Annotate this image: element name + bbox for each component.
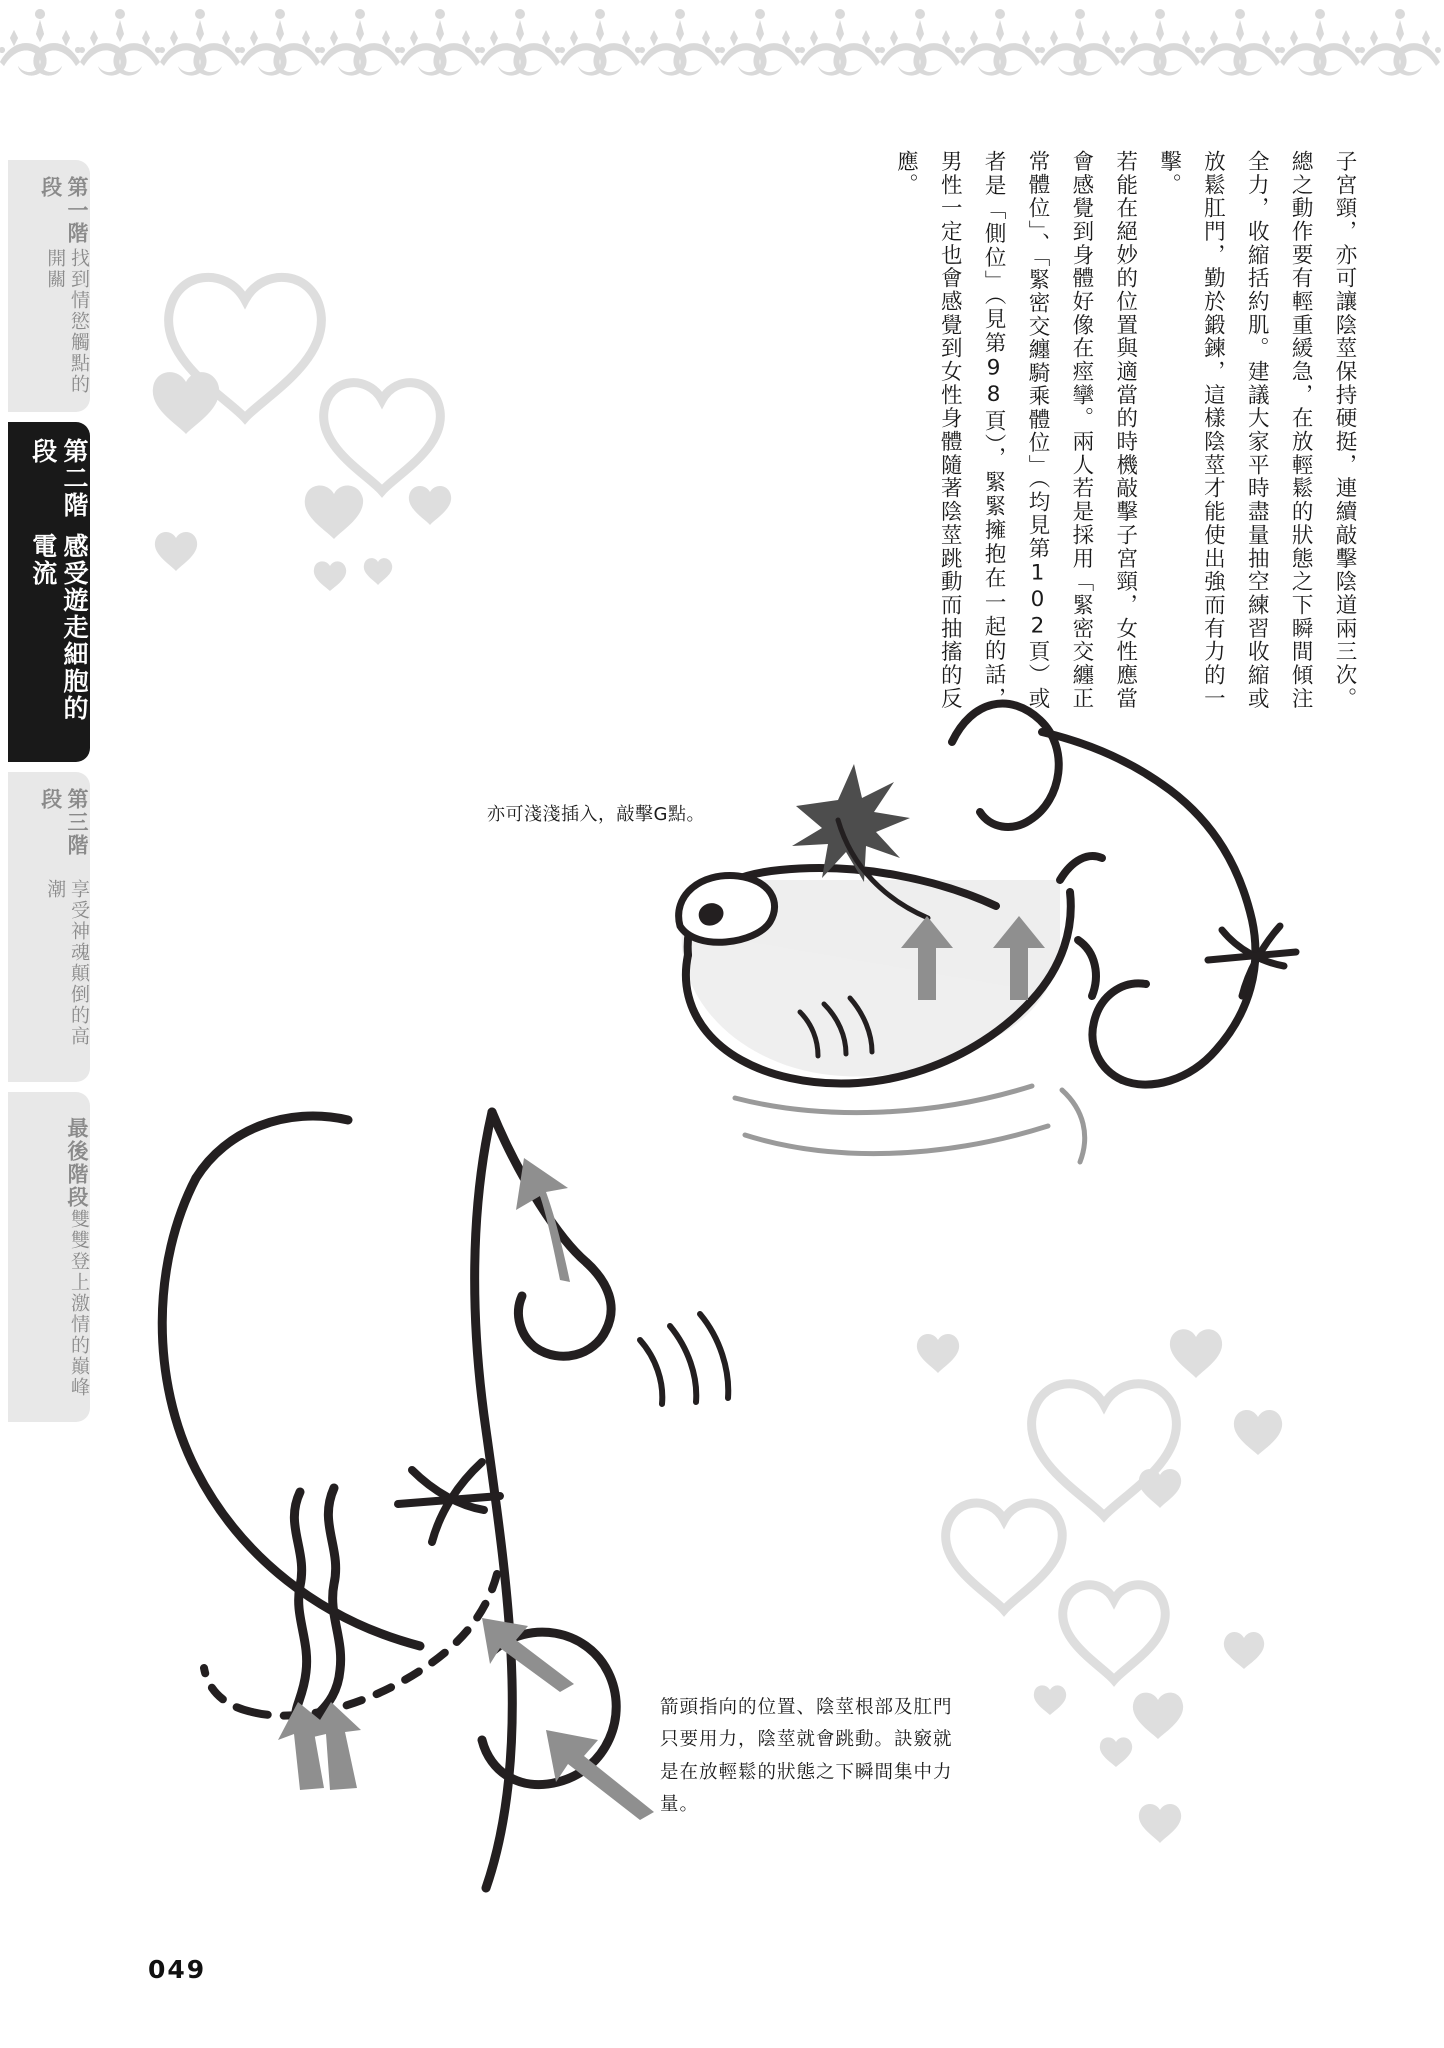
- stage-1-head: 第一階段: [38, 176, 89, 245]
- arrow-up-right: [993, 916, 1045, 1000]
- stage-2-label: 感受遊走細胞的電流: [28, 532, 89, 722]
- arrow-up-small-left: [278, 1702, 330, 1790]
- arrow-up-left: [901, 916, 953, 1000]
- arrow-diagonal-hip: [482, 1618, 574, 1692]
- paragraph-2: 若能在絕妙的位置與適當的時機敲擊子宮頸，女性應當會感覺到身體好像在痙攣。兩人若是採用「緊密交纏正常體位」、「緊密交纏騎乘體位」（均見第102頁）或者是「側位」（見第98頁），緊緊擁抱在一起的話，男性一定也會感覺到女性身體隨著陰莖跳動而抽搐的反應。: [893, 150, 1138, 710]
- stage-3-head: 第三階段: [38, 788, 89, 857]
- heart-cluster-top: [153, 277, 451, 591]
- star-burst-icon: [792, 764, 910, 882]
- sidebar-item-stage-final[interactable]: [8, 1092, 90, 1422]
- sidebar-item-stage-3[interactable]: [8, 772, 90, 1082]
- stage-3-label: 享受神魂顛倒的高潮: [44, 879, 90, 1048]
- ornamental-border: [0, 0, 1444, 110]
- caption-arrow-note: 箭頭指向的位置、陰莖根部及肛門只要用力，陰莖就會跳動。訣竅就是在放輕鬆的狀態之下瞬間集中力量。: [660, 1697, 953, 1816]
- stage-final-label: 雙雙登上激情的巔峰: [68, 1208, 90, 1398]
- arrow-diagonal-caption: [546, 1730, 654, 1820]
- caption-g-spot: 亦可淺淺插入，敲擊G點。: [487, 804, 705, 825]
- main-body-text: [884, 150, 1366, 710]
- heart-cluster-bottom: [917, 1329, 1282, 1843]
- stage-2-head: 第二階段: [28, 438, 89, 519]
- sidebar-item-stage-2[interactable]: [8, 422, 90, 762]
- arrow-up-long: [516, 1158, 570, 1282]
- upper-anatomy-illustration: [679, 704, 1296, 1162]
- lower-anatomy-illustration: [162, 1112, 728, 1888]
- page-number: 049: [148, 1955, 207, 1984]
- motion-lines-lower-icon: [640, 1314, 728, 1404]
- paragraph-1: 子宮頸，亦可讓陰莖保持硬挺，連續敲擊陰道兩三次。總之動作要有輕重緩急，在放輕鬆的狀態之下瞬間傾注全力，收縮括約肌。建議大家平時盡量抽空練習收縮或放鬆肛門，勤於鍛鍊，這樣陰莖才能使出強而有力的一擊。: [1156, 150, 1357, 710]
- spark-cross-upper: [1208, 926, 1296, 996]
- motion-lines-icon: [800, 998, 872, 1056]
- arrow-up-small-right: [309, 1702, 361, 1790]
- stage-final-head: 最後階段: [65, 1116, 89, 1209]
- spark-cross-lower: [398, 1462, 500, 1542]
- stage-1-label: 找到情慾觸點的開關: [44, 248, 90, 396]
- sidebar-item-stage-1[interactable]: [8, 160, 90, 412]
